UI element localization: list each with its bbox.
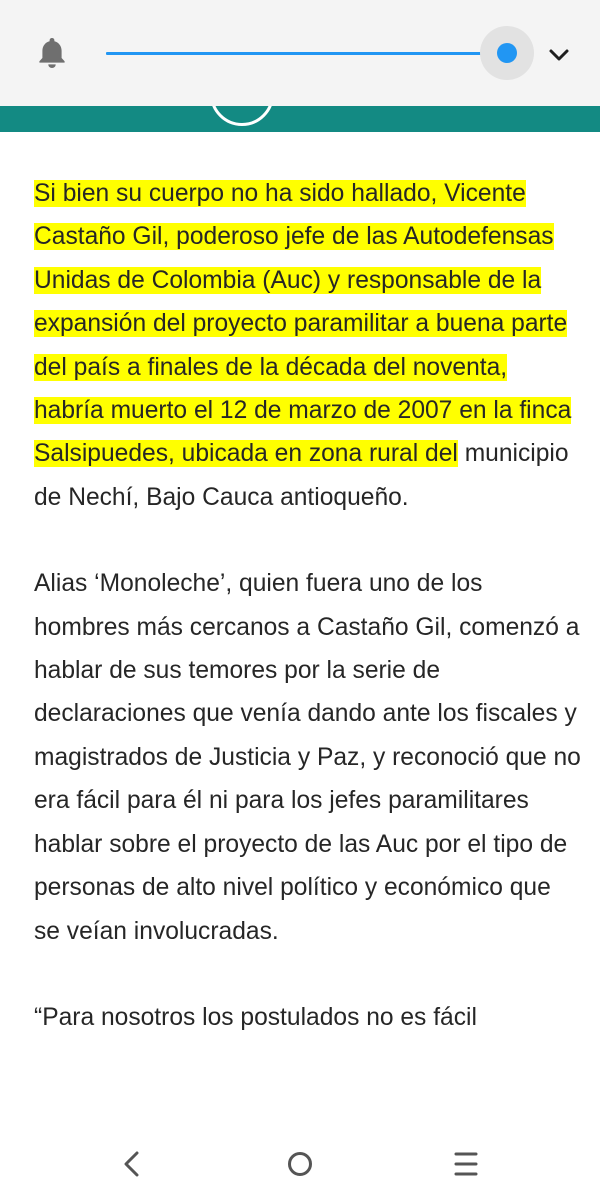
recents-lines-icon[interactable] (444, 1142, 488, 1186)
system-nav-bar (0, 1128, 600, 1200)
article-paragraph-1 (34, 172, 582, 519)
article-paragraph-2: Alias ‘Monoleche’, quien fuera uno de los hombres más cercanos a Castaño Gil, comenzó a hablar de sus temores por la serie de declaraciones que venía dando ante los fiscales y magistrados de Justicia y Paz, y reconoció que no era fácil para él ni para los jefes paramilitares hablar sobre el proyecto de las Auc por el tipo de personas de alto nivel político y económico que se veían involucradas. (34, 570, 581, 945)
site-header-band (0, 106, 600, 132)
brightness-slider-fill (106, 52, 504, 55)
brightness-slider-track[interactable] (106, 52, 508, 55)
back-chevron-icon[interactable] (110, 1142, 154, 1186)
article-body (34, 172, 582, 1082)
brightness-slider-thumb[interactable] (497, 43, 517, 63)
home-circle-icon[interactable] (278, 1142, 322, 1186)
paragraph-1-rest: municipio de Nechí, Bajo Cauca antioqueño. (34, 440, 569, 511)
header-logo-circle (210, 106, 274, 126)
highlighted-text: Si bien su cuerpo no ha sido hallado, Vicente Castaño Gil, poderoso jefe de las Autodefensas Unidas de Colombia (Auc) y responsable de la expansión del proyecto paramilitar a buena parte del país a finales de la década del noventa, habría muerto el 12 de marzo de 2007 en la finca Salsipuedes, ubicada en zona rural del (34, 180, 572, 468)
bell-icon[interactable] (34, 34, 70, 70)
quick-settings-bar (0, 0, 600, 106)
chevron-down-icon[interactable] (546, 42, 572, 68)
article-paragraph-3: “Para nosotros los postulados no es fácil (34, 1003, 477, 1031)
